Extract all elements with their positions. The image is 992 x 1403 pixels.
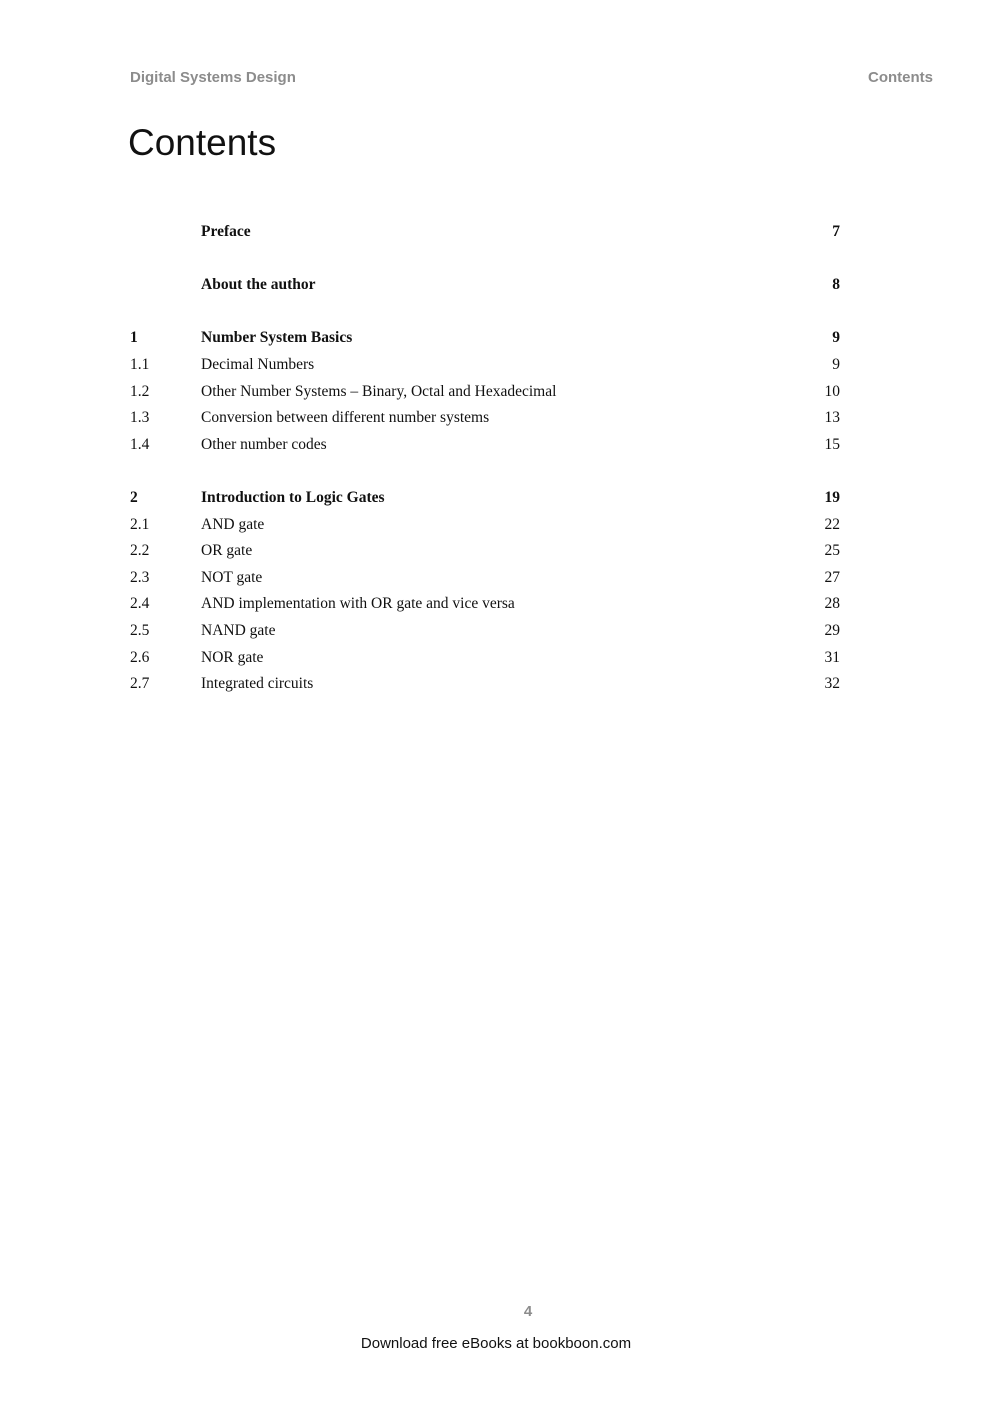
toc-entry-page: 31 (824, 648, 840, 666)
toc-entry[interactable] (130, 380, 840, 407)
toc-entry-page: 22 (824, 515, 840, 533)
toc-entry-title: Introduction to Logic Gates (201, 488, 385, 506)
toc-entry-title: Number System Basics (201, 329, 353, 347)
header-section: Contents (868, 69, 933, 86)
toc-entry-page: 13 (824, 409, 840, 427)
toc-entry[interactable] (130, 513, 840, 540)
toc-entry[interactable] (130, 406, 840, 433)
toc-entry-page: 9 (832, 329, 840, 347)
toc-entry-title: Preface (201, 223, 251, 240)
toc-entry[interactable] (130, 646, 840, 673)
toc-entry[interactable] (130, 592, 840, 619)
toc-entry[interactable] (130, 539, 840, 566)
toc-entry-page: 8 (832, 276, 840, 294)
toc-entry-title: NOT gate (201, 568, 263, 586)
toc-entry-page: 19 (824, 488, 840, 506)
toc-entry-number: 1.3 (130, 409, 150, 427)
toc-entry[interactable] (130, 486, 840, 513)
table-of-contents (130, 220, 840, 699)
toc-entry[interactable] (130, 433, 840, 460)
toc-entry[interactable] (130, 326, 840, 353)
toc-entry[interactable] (130, 566, 840, 593)
toc-entry-title: Integrated circuits (201, 675, 314, 693)
toc-entry-number: 1 (130, 329, 138, 347)
toc-entry-number: 2.3 (130, 568, 150, 586)
toc-entry-title: Decimal Numbers (201, 355, 315, 373)
toc-entry-page: 28 (824, 595, 840, 613)
toc-entry-title: AND implementation with OR gate and vice versa (201, 595, 515, 613)
header-book-title: Digital Systems Design (130, 69, 296, 86)
toc-entry-number: 2.1 (130, 515, 150, 533)
download-footer: Download free eBooks at bookboon.com (360, 1335, 632, 1352)
page-title: Contents (128, 122, 277, 163)
toc-entry-number: 1.2 (130, 382, 150, 400)
toc-entry-page: 27 (824, 568, 840, 586)
toc-entry-page: 32 (824, 675, 840, 693)
toc-entry-page: 7 (832, 223, 840, 240)
toc-entry-number: 1.4 (130, 435, 150, 453)
toc-entry-page: 9 (832, 355, 840, 373)
toc-entry[interactable] (130, 672, 840, 699)
toc-entry[interactable] (130, 619, 840, 646)
toc-entry-title: Conversion between different number systems (201, 409, 490, 427)
toc-entry-number: 2.4 (130, 595, 150, 613)
toc-entry[interactable] (130, 353, 840, 380)
toc-entry-page: 15 (824, 435, 840, 453)
toc-entry-number: 2.7 (130, 675, 150, 693)
toc-entry-title: NOR gate (201, 648, 264, 666)
toc-entry-title: Other number codes (201, 435, 327, 453)
page-number: 4 (523, 1303, 533, 1320)
toc-entry-number: 2.5 (130, 621, 150, 639)
toc-entry-title: OR gate (201, 542, 253, 560)
running-header (130, 69, 933, 91)
toc-entry-number: 1.1 (130, 355, 150, 373)
toc-entry-page: 25 (824, 542, 840, 560)
toc-entry-page: 10 (824, 382, 840, 400)
toc-entry-number: 2 (130, 488, 138, 506)
toc-entry-number: 2.2 (130, 542, 150, 560)
toc-entry-title: NAND gate (201, 621, 276, 639)
toc-entry-number: 2.6 (130, 648, 150, 666)
toc-entry-title: About the author (201, 276, 316, 294)
toc-entry-title: Other Number Systems – Binary, Octal and Hexadecimal (201, 382, 557, 400)
toc-entry[interactable] (130, 273, 840, 300)
toc-entry-title: AND gate (201, 515, 265, 533)
toc-entry-page: 29 (824, 621, 840, 639)
toc-entry[interactable] (130, 220, 840, 247)
